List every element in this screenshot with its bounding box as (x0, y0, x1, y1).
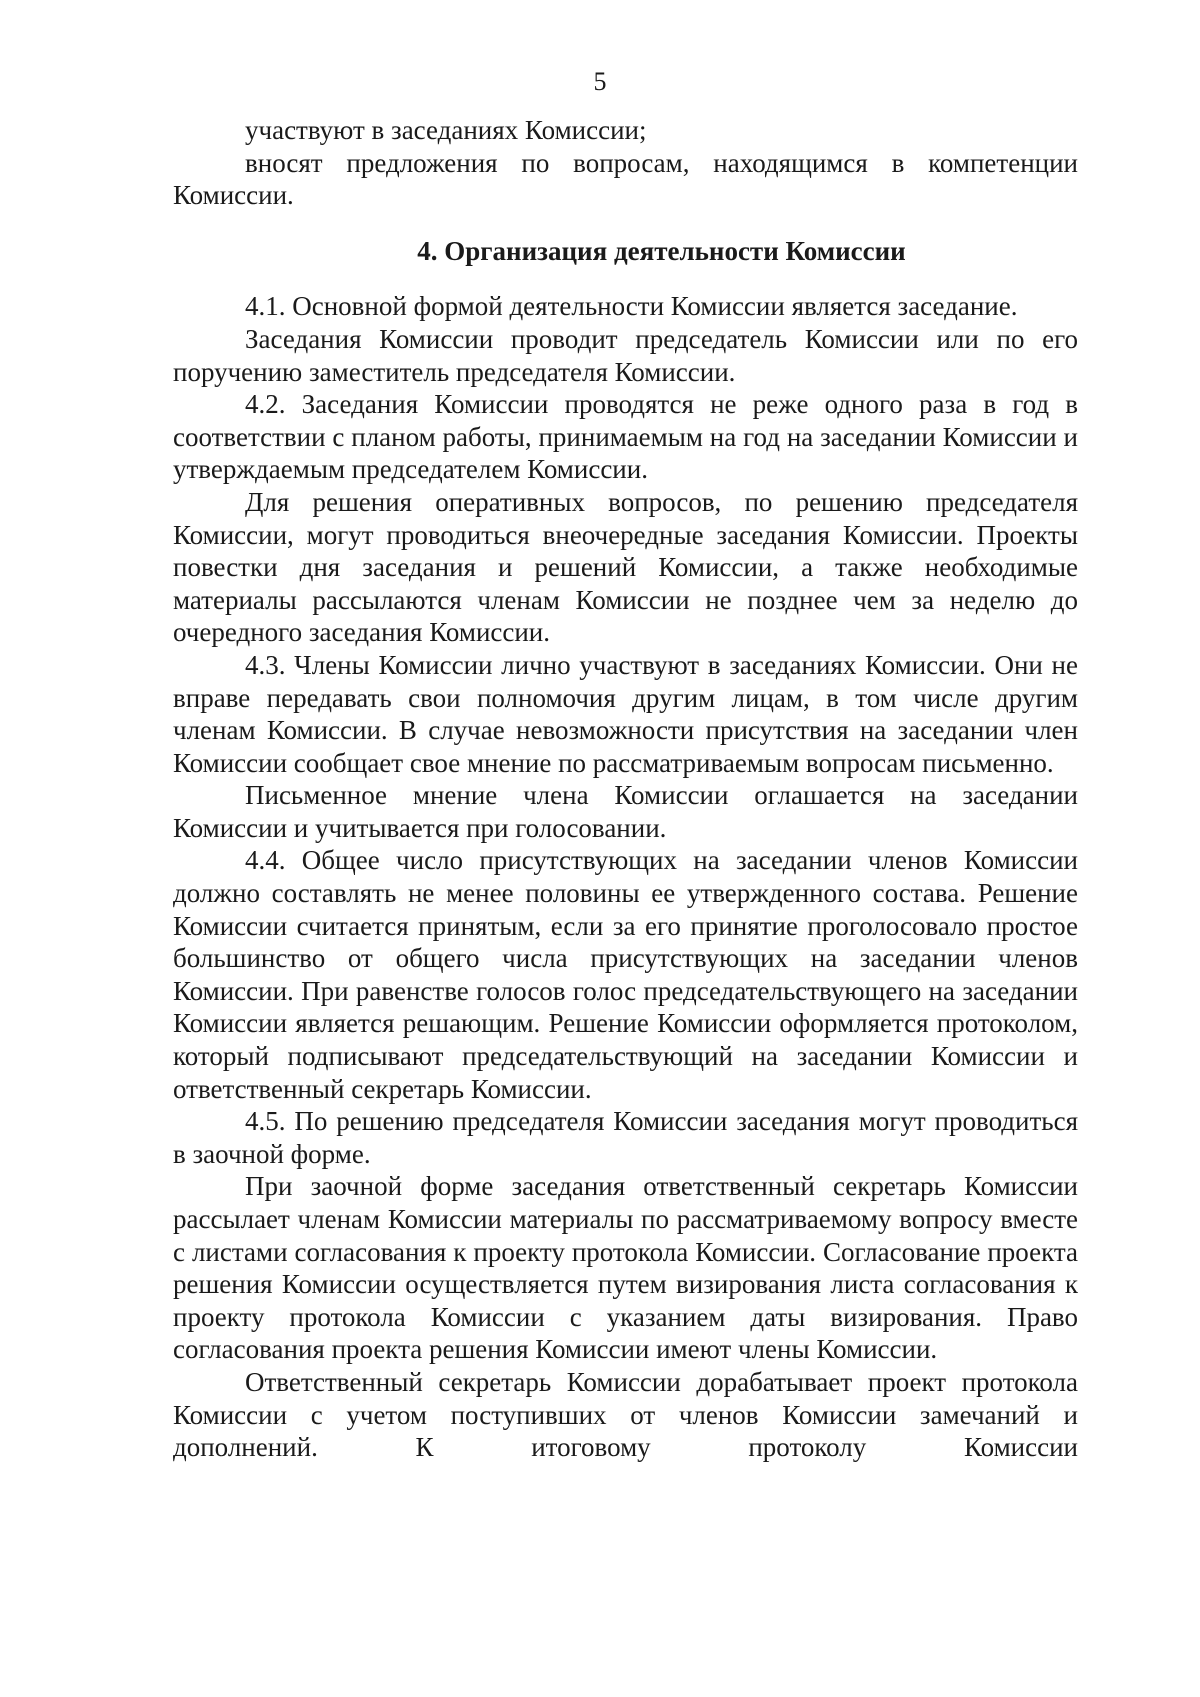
paragraph: участвуют в заседаниях Комиссии; (245, 115, 647, 145)
page-number: 5 (593, 67, 607, 96)
paragraph: Заседания Комиссии проводит председатель Комиссии или по его поручению заместитель председателя Комиссии. (173, 323, 1078, 387)
paragraph: При заочной форме заседания ответственный секретарь Комиссии рассылает членам Комиссии материалы по рассматриваемому вопросу вместе с листами согласования к проекту протокола Комиссии. Согласование проекта решения Комиссии осуществляется путем визирования листа согласования к проекту протокола Комиссии с указанием даты визирования. Право согласования проекта решения Комиссии имеют члены Комиссии. (173, 1171, 1078, 1365)
paragraph: 4.1. Основной формой деятельности Комиссии является заседание. (245, 291, 1018, 322)
paragraph: 4.4. Общее число присутствующих на заседании членов Комиссии должно составлять не менее половины ее утвержденного состава. Решение Комиссии считается принятым, если за его принятие проголосовало простое большинство от общего числа присутствующих на заседании членов Комиссии. При равенстве голосов голос председательствующего на заседании Комиссии является решающим. Решение Комиссии оформляется протоколом, который подписывают председательствующий на заседании Комиссии и ответственный секретарь Комиссии. (173, 845, 1078, 1104)
paragraph: Ответственный секретарь Комиссии дорабатывает проект протокола Комиссии с учетом поступивших от членов Комиссии замечаний и дополнений. К итоговому протоколу Комиссии (173, 1366, 1078, 1463)
paragraph: 4.3. Члены Комиссии лично участвуют в заседаниях Комиссии. Они не вправе передавать свои полномочия другим лицам, в том числе другим членам Комиссии. В случае невозможности присутствия на заседании член Комиссии сообщает свое мнение по рассматриваемым вопросам письменно. (173, 649, 1078, 778)
paragraph: Письменное мнение члена Комиссии оглашается на заседании Комиссии и учитывается при голосовании. (173, 780, 1078, 843)
paragraph: 4.2. Заседания Комиссии проводятся не реже одного раза в год в соответствии с планом работы, принимаемым на год на заседании Комиссии и утверждаемым председателем Комиссии. (173, 389, 1078, 485)
paragraph: вносят предложения по вопросам, находящимся в компетенции Комиссии. (173, 147, 1078, 211)
paragraph: 4.5. По решению председателя Комиссии заседания могут проводиться в заочной форме. (173, 1106, 1078, 1169)
document-body (173, 114, 1078, 1464)
section-heading: 4. Организация деятельности Комиссии (417, 235, 906, 266)
paragraph: Для решения оперативных вопросов, по решению председателя Комиссии, могут проводиться внеочередные заседания Комиссии. Проекты повестки дня заседания и решений Комиссии, а также необходимые материалы рассылаются членам Комиссии не позднее чем за неделю до очередного заседания Комиссии. (173, 486, 1078, 648)
